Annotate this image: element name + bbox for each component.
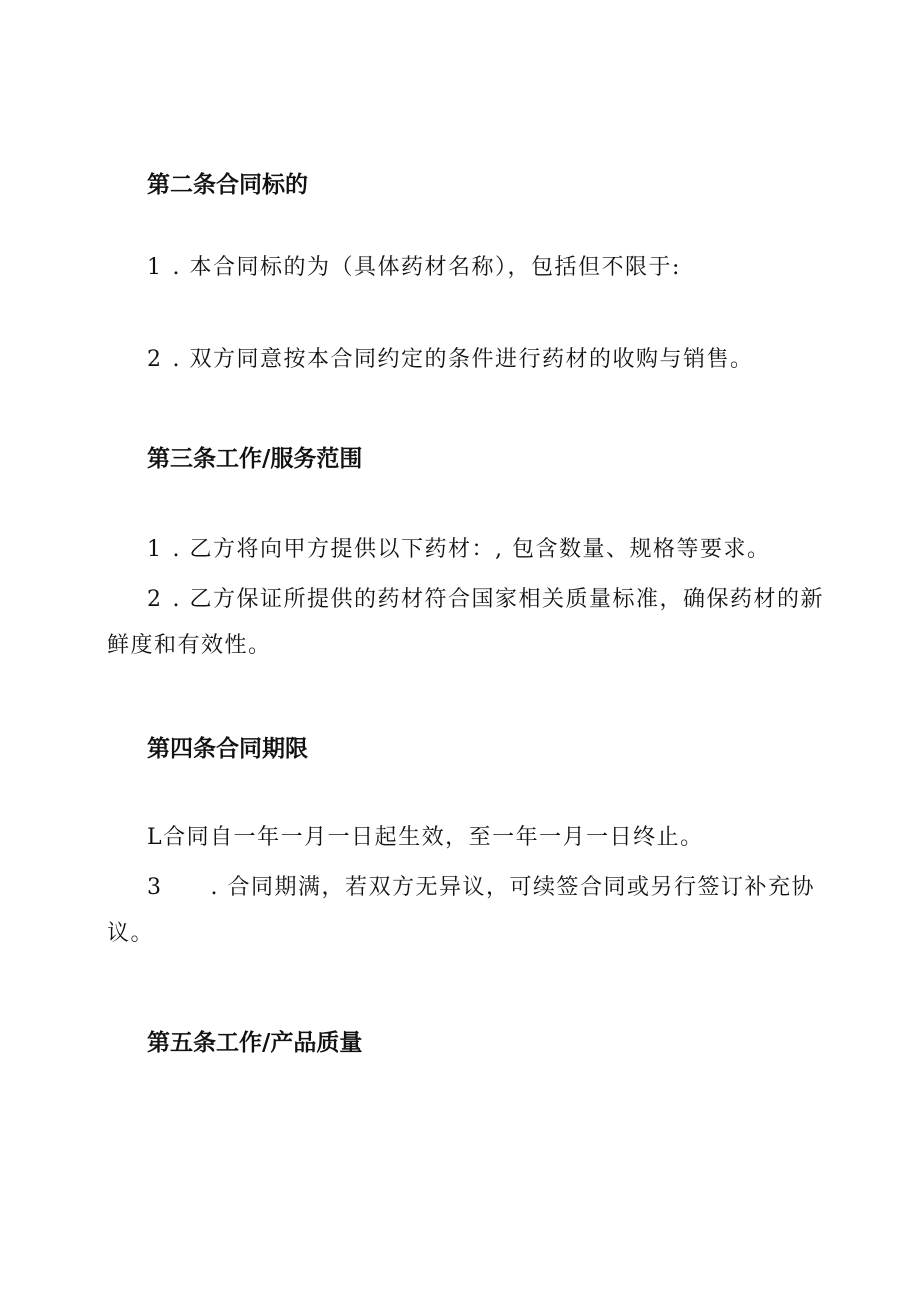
clause-2-1 — [147, 250, 681, 281]
clause-number: 1 — [147, 255, 163, 280]
clause-4-2-continuation: 议。 — [107, 921, 155, 946]
clause-number: 2 — [147, 347, 163, 372]
section-heading-2: 第二条合同标的 — [147, 172, 308, 198]
clause-3-1 — [147, 532, 770, 563]
clause-number: 3 — [147, 875, 163, 900]
clause-4-2 — [147, 870, 815, 901]
clause-text: . 本合同标的为（具体药材名称），包括但不限于: — [172, 255, 681, 280]
clause-4-1: L合同自一年一月一日起生效，至一年一月一日终止。 — [147, 825, 704, 850]
clause-2-2 — [147, 342, 754, 373]
clause-number: 1 — [147, 537, 163, 562]
clause-3-2-continuation: 鲜度和有效性。 — [107, 633, 272, 658]
clause-text: . 乙方保证所提供的药材符合国家相关质量标准，确保药材的新 — [172, 587, 824, 612]
section-heading-3: 第三条工作/服务范围 — [147, 446, 363, 472]
clause-number: 2 — [147, 587, 163, 612]
clause-text: . 双方同意按本合同约定的条件进行药材的收购与销售。 — [172, 347, 754, 372]
clause-3-2 — [147, 582, 824, 613]
clause-text: . 合同期满，若双方无异议，可续签合同或另行签订补充协 — [210, 875, 815, 900]
section-heading-4: 第四条合同期限 — [147, 736, 308, 762]
clause-text: . 乙方将向甲方提供以下药材：, 包含数量、规格等要求。 — [172, 537, 771, 562]
section-heading-5: 第五条工作/产品质量 — [147, 1030, 363, 1056]
